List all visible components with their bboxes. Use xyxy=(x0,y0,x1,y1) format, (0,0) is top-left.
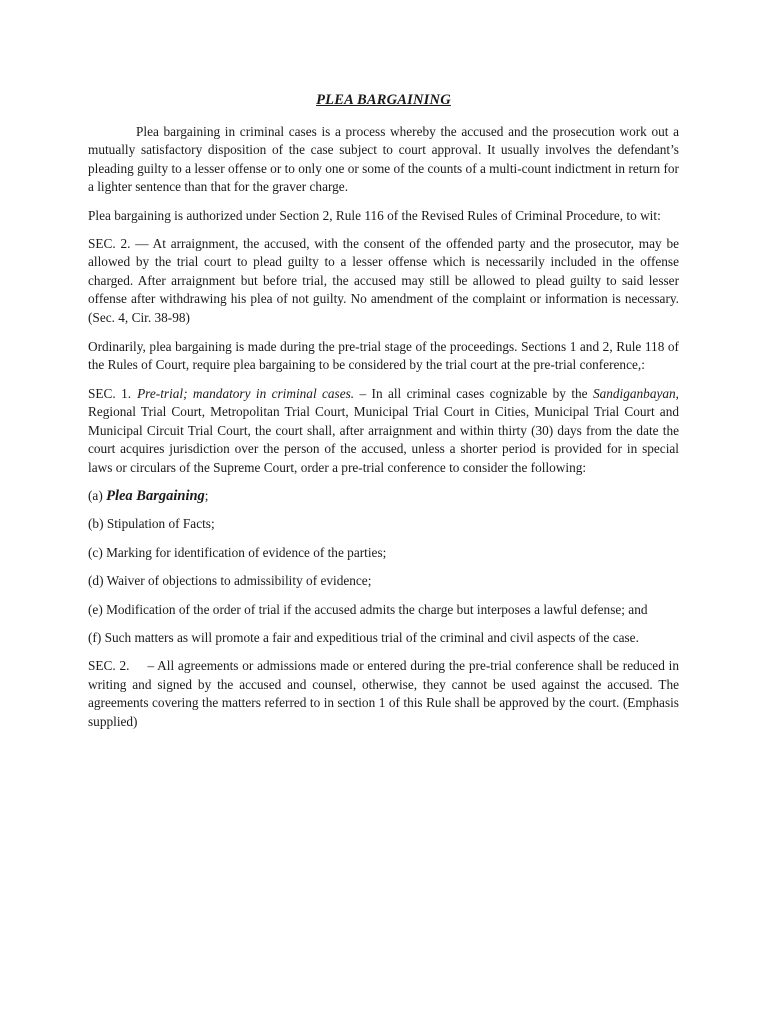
rule118-section2-paragraph xyxy=(88,657,679,731)
plea-bargaining-emphasis: Plea Bargaining xyxy=(106,487,205,504)
section-number: SEC. 2. xyxy=(88,658,130,674)
list-item-a xyxy=(88,487,679,505)
document-page xyxy=(88,92,679,741)
list-item-prefix: (a) xyxy=(88,487,107,503)
court-name-italic: Sandiganbayan xyxy=(592,385,676,401)
list-item-e: (e) Modification of the order of trial if the accused admits the charge but interposes a lawful defense; and xyxy=(88,601,648,617)
list-item-suffix: ; xyxy=(204,487,209,503)
ordinarily-paragraph: Ordinarily, plea bargaining is made during the pre-trial stage of the proceedings. Sections 1 and 2, Rule 118 of the Rules of Court, require plea bargaining to be considered by the trial court at the pre-trial conference,: xyxy=(88,339,679,373)
list-item-d: (d) Waiver of objections to admissibility of evidence; xyxy=(88,573,372,589)
page-title: PLEA BARGAINING xyxy=(316,92,451,108)
intro-paragraph: Plea bargaining in criminal cases is a process whereby the accused and the prosecution work out a mutually satisfactory disposition of the case subject to court approval. It usually involves the defendant’s pleading guilty to a lesser offense or to only one or some of the counts of a multi-count indictment in return for a lighter sentence than that for the graver charge. xyxy=(88,124,679,195)
rule116-section2-paragraph: SEC. 2. — At arraignment, the accused, with the consent of the offended party and the prosecutor, may be allowed by the trial court to plead guilty to a lesser offense which is necessarily included in the offense charged. After arraignment but before trial, the accused may still be allowed to plead guilty to said lesser offense after withdrawing his plea of not guilty. No amendment of the complaint or information is necessary. (Sec. 4, Cir. 38-98) xyxy=(88,236,679,325)
section-text-part: – In all criminal cases cognizable by the xyxy=(354,385,593,401)
section-heading: Pre-trial; mandatory in criminal cases. xyxy=(137,385,355,401)
list-item-b: (b) Stipulation of Facts; xyxy=(88,516,215,532)
section-text-part: , Regional Trial Court, Metropolitan Trial Court, Municipal Trial Court in Cities, Municipal Trial Court and Municipal Circuit Trial Court, the court shall, after arraignment and within thirty (30) days from the date the court acquires jurisdiction over the person of the accused, unless a shorter period is provided for in special laws or circulars of the Supreme Court, order a pre-trial conference to consider the following: xyxy=(88,385,679,475)
authorization-paragraph: Plea bargaining is authorized under Section 2, Rule 116 of the Revised Rules of Criminal Procedure, to wit: xyxy=(88,207,661,223)
rule118-section1-paragraph xyxy=(88,385,679,477)
list-item-f: (f) Such matters as will promote a fair and expeditious trial of the criminal and civil aspects of the case. xyxy=(88,629,639,645)
section-number: SEC. 1. xyxy=(88,385,132,401)
section-text: – All agreements or admissions made or entered during the pre-trial conference shall be reduced in writing and signed by the accused and counsel, otherwise, they cannot be used against the accused. The agreements covering the matters referred to in section 1 of this Rule shall be approved by the court. (Emphasis supplied) xyxy=(88,658,679,729)
list-item-c: (c) Marking for identification of evidence of the parties; xyxy=(88,544,387,560)
